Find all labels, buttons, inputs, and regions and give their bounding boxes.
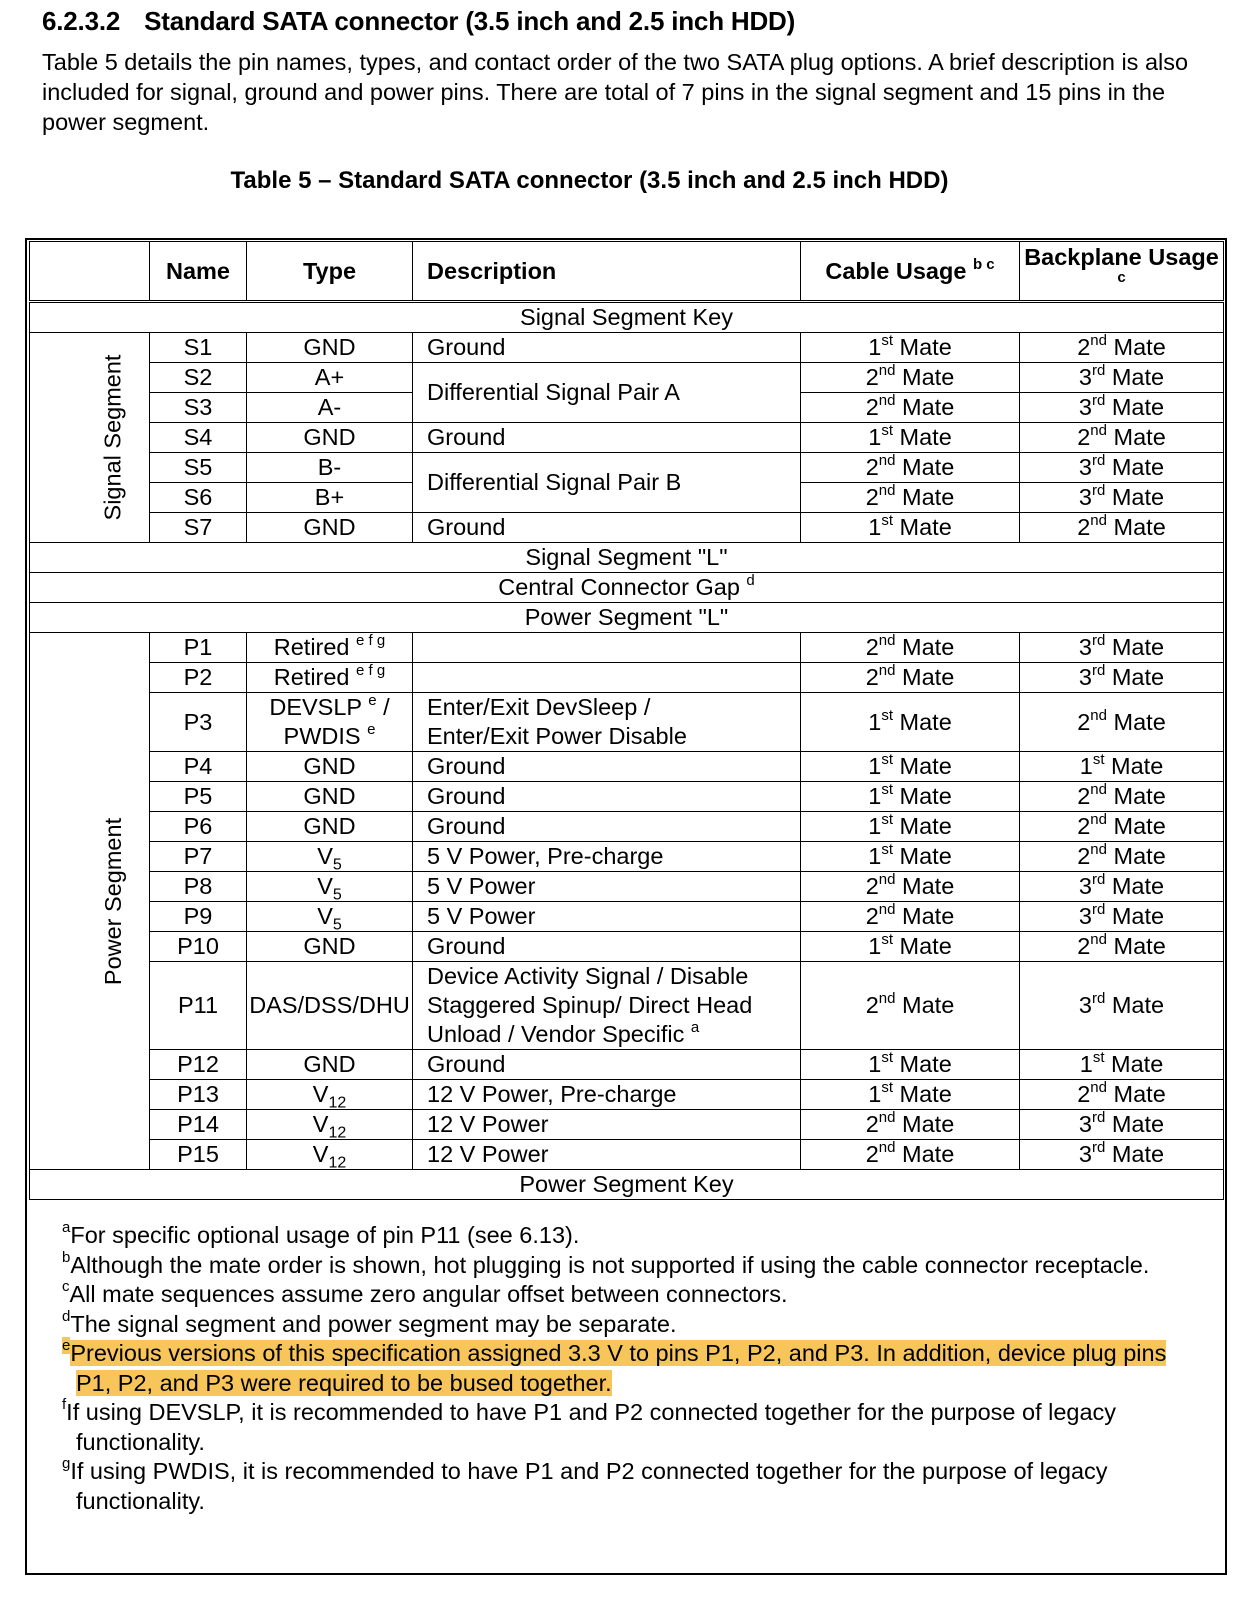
pin-type-cell: Retired $^{e f g}$ (247, 663, 413, 693)
footnote-c: $^c$All mate sequences assume zero angular offset between connectors. (62, 1278, 788, 1307)
table-row (30, 633, 1224, 663)
backplane-usage-cell: 3rd Mate (1020, 902, 1224, 932)
table-row (30, 453, 1224, 483)
pin-description-cell (413, 633, 801, 663)
band-central-connector-gap (30, 573, 1224, 603)
intro-paragraph: Table 5 details the pin names, types, and contact order of the two SATA plug options. A brief description is also included for signal, ground and power pins. There are total of 7 pins in the signal segment and 15 pins in the power segment. (42, 49, 1189, 135)
power-segment-label: Power Segment (30, 633, 150, 1170)
backplane-usage-cell: 2nd Mate (1020, 333, 1224, 363)
band-central-connector-gap-cell: Central Connector Gap $^d$ (30, 573, 1224, 603)
cable-usage-cell: 2nd Mate (801, 962, 1020, 1050)
header-name: Name (150, 242, 247, 302)
footnote-d: $^d$The signal segment and power segment may be separate. (62, 1307, 677, 1337)
table-row (30, 1050, 1224, 1080)
cable-usage-cell: 2nd Mate (801, 453, 1020, 483)
band-signal-segment-l (30, 543, 1224, 573)
backplane-usage-cell: 3rd Mate (1020, 483, 1224, 513)
pin-name-cell: S7 (150, 513, 247, 543)
cable-usage-cell: 2nd Mate (801, 1140, 1020, 1170)
pin-type-cell: $V_{12}$ (247, 1080, 413, 1110)
table-row (30, 1140, 1224, 1170)
pin-description-cell: 12 V Power, Pre-charge (413, 1080, 801, 1110)
pin-description-cell: 12 V Power (413, 1140, 801, 1170)
pin-type-cell: GND (247, 1050, 413, 1080)
table-row (30, 782, 1224, 812)
table-row (30, 423, 1224, 453)
header-backplane-usage: Backplane Usage $^c$ (1020, 242, 1224, 302)
pin-name-cell: P1 (150, 633, 247, 663)
pin-description-cell: Ground (413, 513, 801, 543)
pin-name-cell: P8 (150, 872, 247, 902)
pin-type-cell: B- (247, 453, 413, 483)
cable-usage-cell: 2nd Mate (801, 663, 1020, 693)
table-row (30, 902, 1224, 932)
pin-name-cell: P7 (150, 842, 247, 872)
cable-usage-cell: 2nd Mate (801, 393, 1020, 423)
signal-segment-label: Signal Segment (30, 333, 150, 543)
pin-description-cell: Ground (413, 812, 801, 842)
backplane-usage-cell: 3rd Mate (1020, 1140, 1224, 1170)
band-power-segment-key (30, 1170, 1224, 1200)
band-signal-segment-l-cell: Signal Segment "L" (30, 543, 1224, 573)
pin-type-cell: GND (247, 333, 413, 363)
table-row (30, 693, 1224, 752)
table-row (30, 932, 1224, 962)
pin-description-cell: Ground (413, 782, 801, 812)
backplane-usage-cell: 1st Mate (1020, 1050, 1224, 1080)
cable-usage-cell: 1st Mate (801, 932, 1020, 962)
cable-usage-cell: 2nd Mate (801, 633, 1020, 663)
cable-usage-cell: 1st Mate (801, 842, 1020, 872)
backplane-usage-cell: 2nd Mate (1020, 782, 1224, 812)
pin-name-cell: P12 (150, 1050, 247, 1080)
pin-name-cell: P5 (150, 782, 247, 812)
header-cable-usage: Cable Usage $^{b c}$ (801, 242, 1020, 302)
band-power-segment-l-cell: Power Segment "L" (30, 603, 1224, 633)
pin-type-cell: GND (247, 513, 413, 543)
backplane-usage-cell: 2nd Mate (1020, 812, 1224, 842)
band-power-segment-l (30, 603, 1224, 633)
pin-type-cell: $V_5$ (247, 842, 413, 872)
table-row (30, 333, 1224, 363)
pin-type-cell: $V_5$ (247, 902, 413, 932)
table-row (30, 872, 1224, 902)
pin-name-cell: P6 (150, 812, 247, 842)
table-row (30, 1080, 1224, 1110)
table-row (30, 812, 1224, 842)
header-type: Type (247, 242, 413, 302)
pin-name-cell: P15 (150, 1140, 247, 1170)
pin-description-cell: Device Activity Signal / Disable Staggered Spinup/ Direct Head Unload / Vendor Specific $^a$ (413, 962, 801, 1050)
cable-usage-cell: 1st Mate (801, 812, 1020, 842)
pin-description-cell: 12 V Power (413, 1110, 801, 1140)
pin-name-cell: S1 (150, 333, 247, 363)
band-power-segment-key-cell: Power Segment Key (30, 1170, 1224, 1200)
table-row (30, 1110, 1224, 1140)
pin-name-cell: P14 (150, 1110, 247, 1140)
footnote-a: $^a$For specific optional usage of pin P11 (see 6.13). (62, 1219, 580, 1248)
pin-name-cell: P11 (150, 962, 247, 1050)
footnote-e-highlighted: $^e$Previous versions of this specification assigned 3.3 V to pins P1, P2, and P3. In addition, device plug pins P1, P2, and P3 were required to be bused together. (62, 1337, 1167, 1396)
backplane-usage-cell: 3rd Mate (1020, 962, 1224, 1050)
backplane-usage-cell: 3rd Mate (1020, 872, 1224, 902)
pin-type-cell: DEVSLP $^e$ / PWDIS $^e$ (247, 693, 413, 752)
pin-description-cell: 5 V Power (413, 872, 801, 902)
backplane-usage-cell: 3rd Mate (1020, 393, 1224, 423)
cable-usage-cell: 1st Mate (801, 752, 1020, 782)
pin-description-cell: Differential Signal Pair A (413, 363, 801, 423)
pin-name-cell: S5 (150, 453, 247, 483)
backplane-usage-cell: 3rd Mate (1020, 1110, 1224, 1140)
pin-name-cell: S6 (150, 483, 247, 513)
backplane-usage-cell: 2nd Mate (1020, 513, 1224, 543)
pin-description-cell: Enter/Exit DevSleep / Enter/Exit Power Disable (413, 693, 801, 752)
table-row (30, 513, 1224, 543)
pin-type-cell: A+ (247, 363, 413, 393)
section-title: Standard SATA connector (3.5 inch and 2.5 inch HDD) (144, 6, 796, 36)
backplane-usage-cell: 2nd Mate (1020, 693, 1224, 752)
backplane-usage-cell: 2nd Mate (1020, 932, 1224, 962)
table-header-row (30, 242, 1224, 302)
backplane-usage-cell: 1st Mate (1020, 752, 1224, 782)
cable-usage-cell: 1st Mate (801, 333, 1020, 363)
sata-pin-table (29, 241, 1224, 1200)
table-row (30, 663, 1224, 693)
backplane-usage-cell: 2nd Mate (1020, 423, 1224, 453)
pin-name-cell: P4 (150, 752, 247, 782)
pin-type-cell: DAS/DSS/DHU (247, 962, 413, 1050)
table-row (30, 962, 1224, 1050)
backplane-usage-cell: 3rd Mate (1020, 663, 1224, 693)
pin-description-cell: Ground (413, 932, 801, 962)
pin-type-cell: A- (247, 393, 413, 423)
pin-type-cell: Retired $^{e f g}$ (247, 633, 413, 663)
backplane-usage-cell: 3rd Mate (1020, 363, 1224, 393)
pin-type-cell: $V_{12}$ (247, 1140, 413, 1170)
cable-usage-cell: 1st Mate (801, 1080, 1020, 1110)
footnote-g: $^g$If using PWDIS, it is recommended to have P1 and P2 connected together for the purpose of legacy functionality. (62, 1455, 1108, 1514)
cable-usage-cell: 1st Mate (801, 1050, 1020, 1080)
pin-type-cell: GND (247, 812, 413, 842)
cable-usage-cell: 1st Mate (801, 423, 1020, 453)
cable-usage-cell: 2nd Mate (801, 902, 1020, 932)
backplane-usage-cell: 3rd Mate (1020, 633, 1224, 663)
cable-usage-cell: 2nd Mate (801, 483, 1020, 513)
pin-name-cell: P9 (150, 902, 247, 932)
pin-description-cell: Ground (413, 423, 801, 453)
section-number: 6.2.3.2 (42, 6, 121, 36)
pin-description-cell: Ground (413, 752, 801, 782)
pin-description-cell (413, 663, 801, 693)
pin-type-cell: B+ (247, 483, 413, 513)
table-row (30, 842, 1224, 872)
backplane-usage-cell: 3rd Mate (1020, 453, 1224, 483)
pin-name-cell: P10 (150, 932, 247, 962)
pin-name-cell: S2 (150, 363, 247, 393)
pin-description-cell: 5 V Power (413, 902, 801, 932)
backplane-usage-cell: 2nd Mate (1020, 842, 1224, 872)
pin-name-cell: P2 (150, 663, 247, 693)
section-heading (42, 6, 795, 37)
pin-name-cell: P13 (150, 1080, 247, 1110)
pin-description-cell: Ground (413, 333, 801, 363)
pin-type-cell: GND (247, 423, 413, 453)
pin-name-cell: S3 (150, 393, 247, 423)
pin-description-cell: Differential Signal Pair B (413, 453, 801, 513)
pin-description-cell: Ground (413, 1050, 801, 1080)
backplane-usage-cell: 2nd Mate (1020, 1080, 1224, 1110)
header-description: Description (413, 242, 801, 302)
pin-type-cell: GND (247, 782, 413, 812)
pin-name-cell: S4 (150, 423, 247, 453)
table-notes (62, 1221, 1202, 1516)
pin-type-cell: $V_5$ (247, 872, 413, 902)
band-signal-segment-key (30, 302, 1224, 333)
pin-type-cell: GND (247, 752, 413, 782)
header-segment (30, 242, 150, 302)
cable-usage-cell: 2nd Mate (801, 872, 1020, 902)
pin-type-cell: $V_{12}$ (247, 1110, 413, 1140)
band-signal-segment-key-cell: Signal Segment Key (30, 302, 1224, 333)
footnote-b: $^b$Although the mate order is shown, hot plugging is not supported if using the cable connector receptacle. (62, 1248, 1150, 1278)
table-row (30, 363, 1224, 393)
table-caption: Table 5 – Standard SATA connector (3.5 inch and 2.5 inch HDD) (230, 167, 949, 194)
cable-usage-cell: 1st Mate (801, 782, 1020, 812)
table-row (30, 752, 1224, 782)
cable-usage-cell: 2nd Mate (801, 1110, 1020, 1140)
pin-description-cell: 5 V Power, Pre-charge (413, 842, 801, 872)
cable-usage-cell: 1st Mate (801, 513, 1020, 543)
cable-usage-cell: 2nd Mate (801, 363, 1020, 393)
pin-name-cell: P3 (150, 693, 247, 752)
cable-usage-cell: 1st Mate (801, 693, 1020, 752)
pin-type-cell: GND (247, 932, 413, 962)
footnote-f: $^f$If using DEVSLP, it is recommended to have P1 and P2 connected together for the purpose of legacy functionality. (62, 1396, 1117, 1455)
